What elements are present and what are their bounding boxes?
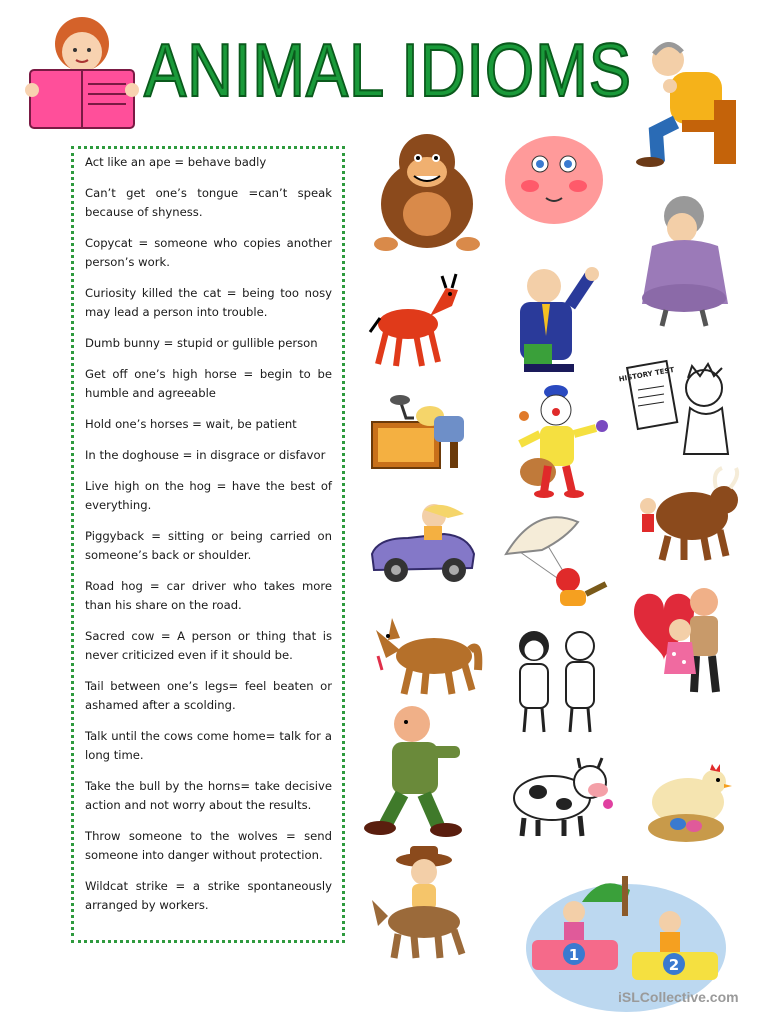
idiom-item: Curiosity killed the cat = being too nosy may lead a person into trouble. bbox=[85, 286, 332, 319]
two-women-gossiping-illustration bbox=[504, 624, 610, 736]
watermark: iSLCollective.com bbox=[618, 989, 739, 1005]
idiom-item: Throw someone to the wolves = send someone into danger without protection. bbox=[85, 829, 332, 862]
idiom-item: Live high on the hog = have the best of everything. bbox=[85, 479, 332, 512]
couple-with-heart-illustration bbox=[634, 578, 736, 698]
girl-reading-illustration bbox=[22, 14, 140, 134]
red-horse-illustration bbox=[372, 272, 468, 372]
old-woman-illustration bbox=[632, 194, 736, 328]
idiom-item: Hold one’s horses = wait, be patient bbox=[85, 417, 297, 431]
idiom-list-box bbox=[71, 146, 345, 943]
idiom-item: Take the bull by the horns= take decisive action and not worry about the results. bbox=[85, 779, 332, 812]
gorilla-illustration bbox=[372, 128, 482, 252]
history-test-sign-text: HISTORY TEST bbox=[618, 365, 675, 384]
parachute-illustration bbox=[500, 510, 612, 614]
man-asleep-at-desk-illustration bbox=[370, 390, 470, 474]
clown-illustration bbox=[516, 384, 612, 500]
podium-first-label: 1 bbox=[568, 946, 580, 964]
idiom-item: Road hog = car driver who takes more than his share on the road. bbox=[85, 579, 332, 612]
idiom-item: Act like an ape = behave badly bbox=[85, 155, 267, 169]
bull-illustration bbox=[636, 464, 740, 564]
idiom-item: Wildcat strike = a strike spontaneously arranged by workers. bbox=[85, 879, 332, 912]
idiom-item: Copycat = someone who copies another person’s work. bbox=[85, 236, 332, 269]
old-man-sitting-illustration bbox=[636, 36, 740, 168]
idiom-item: In the doghouse = in disgrace or disfavor bbox=[85, 448, 326, 462]
rich-man-with-money-illustration bbox=[498, 266, 604, 374]
idiom-item: Get off one’s high horse = begin to be humble and agreeable bbox=[85, 367, 332, 400]
idiom-item: Tail between one’s legs= feel beaten or ashamed after a scolding. bbox=[85, 679, 332, 712]
page-title: ANIMAL IDIOMS bbox=[144, 29, 632, 114]
army-man-illustration bbox=[366, 702, 470, 842]
idiom-item: Talk until the cows come home= talk for a long time. bbox=[85, 729, 332, 762]
wolf-illustration bbox=[370, 610, 480, 696]
idiom-item: Dumb bunny = stupid or gullible person bbox=[85, 336, 318, 350]
idiom-item: Piggyback = sitting or being carried on someone’s back or shoulder. bbox=[85, 529, 332, 562]
pink-blushing-face-illustration bbox=[502, 134, 606, 226]
history-test-student-illustration bbox=[618, 362, 740, 456]
hen-on-eggs-illustration bbox=[648, 762, 736, 848]
road-hog-car-illustration bbox=[368, 498, 478, 586]
cowboy-on-horse-illustration bbox=[366, 844, 476, 960]
idiom-item: Can’t get one’s tongue =can’t speak because of shyness. bbox=[85, 186, 332, 219]
cow-illustration bbox=[508, 756, 618, 838]
podium-second-label: 2 bbox=[668, 956, 680, 974]
idiom-item: Sacred cow = A person or thing that is never criticized even if it should be. bbox=[85, 629, 332, 662]
